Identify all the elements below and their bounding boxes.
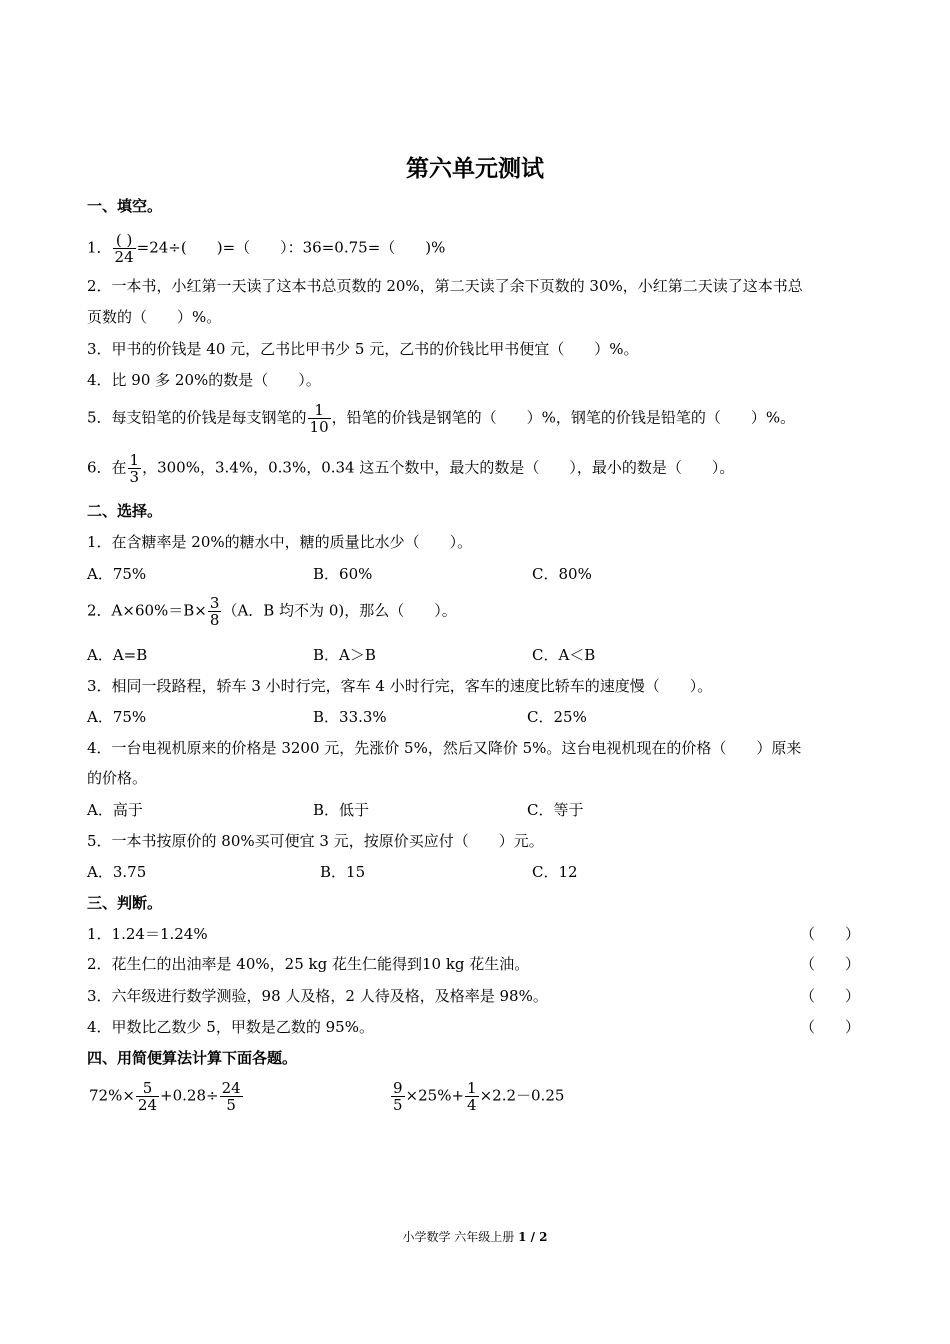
judge-item-3: 3．六年级进行数学测验，98 人及格，2 人待及格，及格率是 98%。 [87, 987, 548, 1005]
fraction-numerator: 1 [467, 1079, 477, 1097]
question-text: 6．在 [87, 458, 127, 477]
question-2-5: 5．一本书按原价的 80%买可便宜 3 元，按原价买应付（ ）元。 [87, 832, 544, 850]
question-text: 2．A×60%＝B× [87, 601, 207, 620]
fraction-denominator: 5 [226, 1096, 236, 1114]
expression-2 [390, 1080, 564, 1113]
fraction-numerator: ( ) [113, 232, 136, 249]
question-text: 5．每支铅笔的价钱是每支钢笔的 [87, 408, 307, 427]
judge-item-1: 1．1.24＝1.24% [87, 925, 208, 943]
expr-text: ×2.2－0.25 [479, 1086, 565, 1105]
page-footer [0, 1228, 950, 1245]
question-2-2 [87, 595, 457, 628]
answer-parens: （ ） [800, 1018, 861, 1036]
option-b: B．33.3% [313, 708, 387, 726]
fraction-denominator: 5 [393, 1096, 403, 1114]
fraction-numerator: 24 [221, 1079, 241, 1097]
option-c: C．25% [527, 708, 587, 726]
fraction-denominator: 24 [137, 1096, 158, 1114]
answer-parens: （ ） [800, 955, 861, 973]
option-c: C．12 [532, 863, 578, 881]
fraction [113, 232, 136, 265]
option-c: C．等于 [527, 801, 584, 819]
question-1-5 [87, 402, 795, 435]
question-text: =24÷( )=（ ）：36=0.75=（ )% [136, 238, 446, 257]
option-b: B．60% [313, 565, 373, 583]
question-1-4: 4．比 90 多 20%的数是（ ）。 [87, 371, 321, 389]
option-b: B．A＞B [313, 646, 376, 664]
fraction-denominator: 24 [114, 248, 134, 266]
question-1-6 [87, 452, 734, 485]
option-b: B．低于 [313, 801, 370, 819]
section-heading-judge: 三、判断。 [87, 894, 163, 912]
option-a: A．3.75 [87, 863, 147, 881]
fraction [220, 1080, 243, 1113]
fraction-numerator: 1 [129, 451, 140, 469]
expr-text: 72%× [89, 1086, 135, 1105]
fraction-denominator: 8 [209, 611, 220, 629]
option-c: C．A＜B [532, 646, 596, 664]
fraction [136, 1080, 159, 1113]
fraction-numerator: 9 [393, 1079, 403, 1097]
fraction-numerator: 1 [308, 402, 331, 419]
section-heading-fill: 一、填空。 [87, 197, 163, 215]
question-2-4-line2: 的价格。 [87, 769, 148, 787]
expression-1 [89, 1080, 244, 1113]
fraction [391, 1080, 405, 1113]
question-2-1: 1．在含糖率是 20%的糖水中，糖的质量比水少（ ）。 [87, 533, 473, 551]
question-1-3: 3．甲书的价钱是 40 元，乙书比甲书少 5 元，乙书的价钱比甲书便宜（ ）%。 [87, 340, 639, 358]
fraction-denominator: 4 [467, 1096, 477, 1114]
fraction [208, 595, 222, 628]
fraction-numerator: 3 [209, 594, 220, 612]
question-2-3: 3．相同一段路程，轿车 3 小时行完，客车 4 小时行完，客车的速度比轿车的速度慢（ ）。 [87, 677, 713, 695]
question-1-2-line2: 页数的（ ）%。 [87, 308, 222, 326]
option-a: A．高于 [87, 801, 143, 819]
judge-item-4: 4．甲数比乙数少 5，甲数是乙数的 95%。 [87, 1018, 374, 1036]
option-b: B．15 [320, 863, 366, 881]
section-heading-choice: 二、选择。 [87, 502, 163, 520]
judge-item-2: 2．花生仁的出油率是 40%，25 kg 花生仁能得到10 kg 花生油。 [87, 955, 530, 973]
expr-text: +0.28÷ [160, 1086, 219, 1105]
fraction [465, 1080, 479, 1113]
fraction-denominator: 3 [129, 468, 140, 486]
section-heading-compute: 四、用简便算法计算下面各题。 [87, 1049, 298, 1067]
question-2-4-line1: 4．一台电视机原来的价格是 3200 元，先涨价 5%，然后又降价 5%。这台电视机现在的价格（ ）原来 [87, 739, 802, 757]
fraction-numerator: 5 [136, 1080, 159, 1097]
question-text: （A．B 均不为 0)，那么（ ）。 [222, 601, 457, 620]
question-text: ，300%，3.4%，0.3%，0.34 这五个数中，最大的数是（ ），最小的数是（ ）。 [142, 458, 735, 477]
expr-text: ×25%+ [405, 1086, 465, 1105]
option-c: C．80% [532, 565, 592, 583]
question-number: 1． [87, 238, 112, 257]
fraction-denominator: 10 [309, 418, 329, 436]
fraction [308, 402, 331, 435]
option-a: A．75% [87, 565, 147, 583]
fraction [128, 452, 142, 485]
option-a: A．75% [87, 708, 147, 726]
answer-parens: （ ） [800, 925, 861, 943]
page-title: 第六单元测试 [406, 156, 544, 182]
question-text: ，铅笔的价钱是钢笔的（ ）%，钢笔的价钱是铅笔的（ ）%。 [331, 408, 796, 427]
footer-text: 小学数学 六年级上册 [402, 1230, 519, 1244]
page-number: 1 / 2 [518, 1230, 548, 1244]
question-1-1 [87, 232, 445, 265]
question-1-2-line1: 2．一本书，小红第一天读了这本书总页数的 20%，第二天读了余下页数的 30%，小红第二天读了这本书总 [87, 277, 803, 295]
option-a: A．A=B [87, 646, 148, 664]
answer-parens: （ ） [800, 987, 861, 1005]
